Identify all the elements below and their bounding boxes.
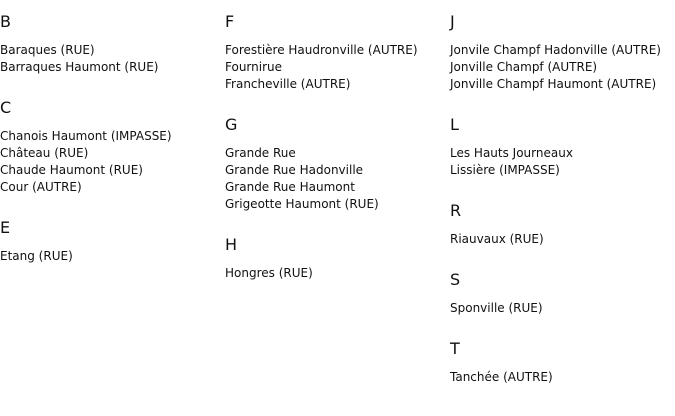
letter-group-e [0, 218, 220, 265]
letter-group-f [225, 12, 445, 93]
street-link[interactable]: Chanois Haumont (IMPASSE) [0, 129, 172, 143]
letter-group-s [450, 270, 670, 317]
letter-heading: E [0, 218, 11, 237]
street-link[interactable]: Fournirue [225, 60, 283, 74]
letter-heading: C [0, 98, 12, 117]
street-link[interactable]: Francheville (AUTRE) [225, 77, 351, 91]
street-link[interactable]: Grigeotte Haumont (RUE) [225, 197, 379, 211]
letter-group-t [450, 339, 670, 386]
street-link[interactable]: Cour (AUTRE) [0, 180, 82, 194]
street-link[interactable]: Baraques (RUE) [0, 43, 95, 57]
street-link[interactable]: Etang (RUE) [0, 249, 73, 263]
letter-group-l [450, 115, 670, 179]
letter-heading: L [450, 115, 459, 134]
street-link[interactable]: Grande Rue [225, 146, 296, 160]
street-link[interactable]: Sponville (RUE) [450, 301, 543, 315]
letter-heading: T [450, 339, 460, 358]
letter-heading: B [0, 12, 11, 31]
letter-heading: S [450, 270, 461, 289]
street-link[interactable]: Jonville Champf Haumont (AUTRE) [450, 77, 657, 91]
street-link[interactable]: Barraques Haumont (RUE) [0, 60, 159, 74]
street-link[interactable]: Château (RUE) [0, 146, 89, 160]
street-index-column-3 [450, 0, 670, 386]
street-link[interactable]: Lissière (IMPASSE) [450, 163, 560, 177]
letter-heading: J [450, 12, 455, 31]
street-link[interactable]: Jonville Champf (AUTRE) [450, 60, 598, 74]
letter-group-c [0, 98, 220, 196]
street-link[interactable]: Chaude Haumont (RUE) [0, 163, 143, 177]
letter-group-g [225, 115, 445, 213]
letter-group-r [450, 201, 670, 248]
letter-group-b [0, 12, 220, 76]
street-link[interactable]: Forestière Haudronville (AUTRE) [225, 43, 418, 57]
street-index-column-2 [225, 0, 445, 282]
street-index-column-1 [0, 0, 220, 265]
street-link[interactable]: Jonvile Champf Hadonville (AUTRE) [450, 43, 661, 57]
street-link[interactable]: Grande Rue Hadonville [225, 163, 364, 177]
letter-heading: G [225, 115, 238, 134]
letter-group-j [450, 12, 670, 93]
street-link[interactable]: Tanchée (AUTRE) [450, 370, 553, 384]
letter-group-h [225, 235, 445, 282]
street-link[interactable]: Hongres (RUE) [225, 266, 313, 280]
street-link[interactable]: Riauvaux (RUE) [450, 232, 544, 246]
letter-heading: R [450, 201, 462, 220]
street-link[interactable]: Grande Rue Haumont [225, 180, 355, 194]
letter-heading: F [225, 12, 235, 31]
street-link[interactable]: Les Hauts Journeaux [450, 146, 573, 160]
letter-heading: H [225, 235, 238, 254]
